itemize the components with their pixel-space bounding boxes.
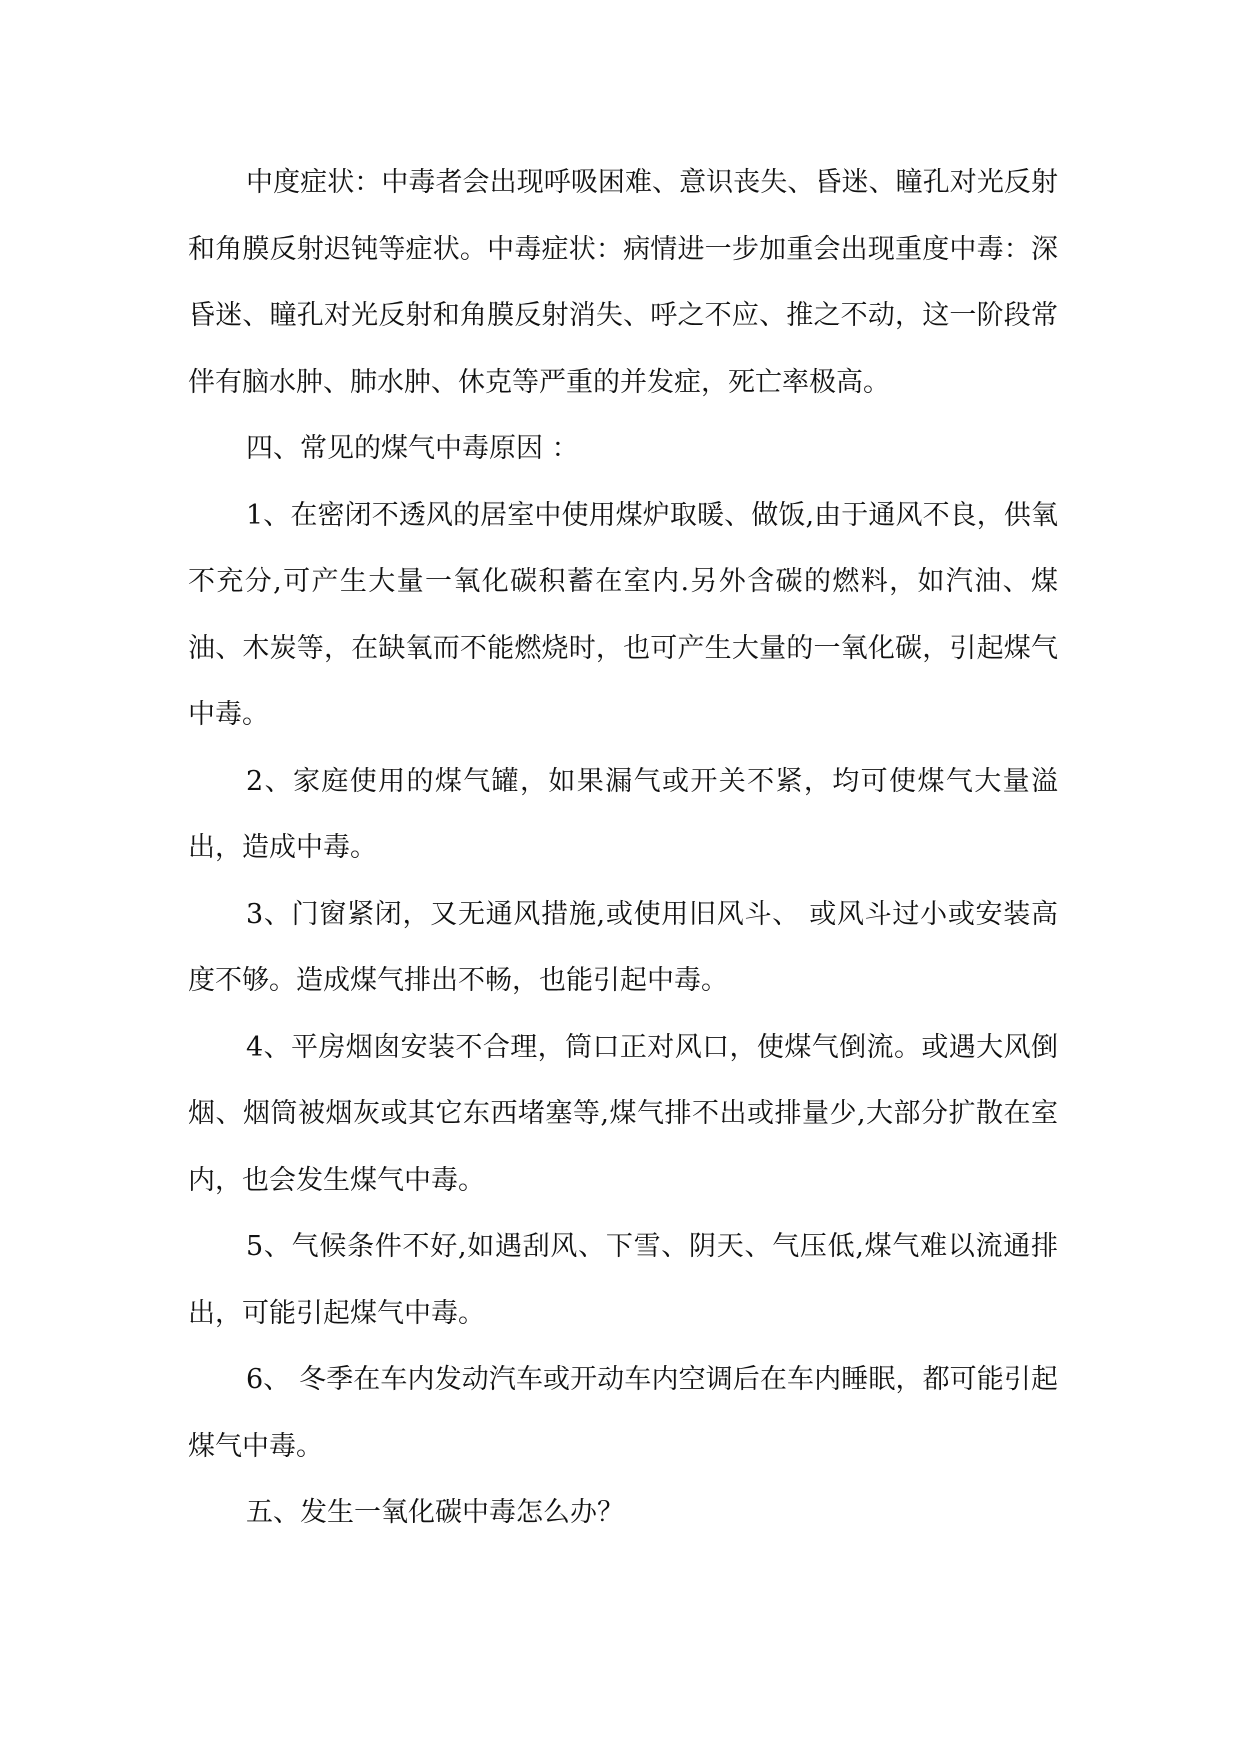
paragraph-cause-1: 1、在密闭不透风的居室中使用煤炉取暖、做饭,由于通风不良，供氧不充分,可产生大量一氧化碳积蓄在室内.另外含碳的燃料，如汽油、煤 油、木炭等，在缺氧而不能燃烧时，也可产生大量的一氧化碳，引起煤气中毒。 <box>188 499 1058 730</box>
heading-section-five: 五、发生一氧化碳中毒怎么办？ <box>246 1497 624 1528</box>
document-body <box>188 150 1058 1547</box>
paragraph-cause-3: 3、门窗紧闭，又无通风措施,或使用旧风斗、 或风斗过小或安装高度不够。造成煤气排出不畅，也能引起中毒。 <box>188 898 1058 996</box>
paragraph-cause-4: 4、平房烟囱安装不合理，筒口正对风口，使煤气倒流。或遇大风倒烟、烟筒被烟灰或其它东西堵塞等,煤气排不出或排量少,大部分扩散在室内，也会发生煤气中毒。 <box>188 1031 1058 1196</box>
paragraph-cause-6: 6、 冬季在车内发动汽车或开动车内空调后在车内睡眠，都可能引起煤气中毒。 <box>188 1364 1058 1462</box>
paragraph-cause-5: 5、气候条件不好,如遇刮风、下雪、阴天、气压低,煤气难以流通排出，可能引起煤气中毒。 <box>188 1231 1058 1329</box>
paragraph-moderate-symptoms: 中度症状：中毒者会出现呼吸困难、意识丧失、昏迷、瞳孔对光反射和角膜反射迟钝等症状。中毒症状：病情进一步加重会出现重度中毒：深昏迷、瞳孔对光反射和角膜反射消失、呼之不应、推之不动，这一阶段常伴有脑水肿、肺水肿、休克等严重的并发症，死亡率极高。 <box>188 167 1058 398</box>
heading-section-four: 四、常见的煤气中毒原因 ： <box>246 433 579 464</box>
paragraph-cause-2: 2、家庭使用的煤气罐，如果漏气或开关不紧，均可使煤气大量溢出，造成中毒。 <box>188 765 1058 863</box>
